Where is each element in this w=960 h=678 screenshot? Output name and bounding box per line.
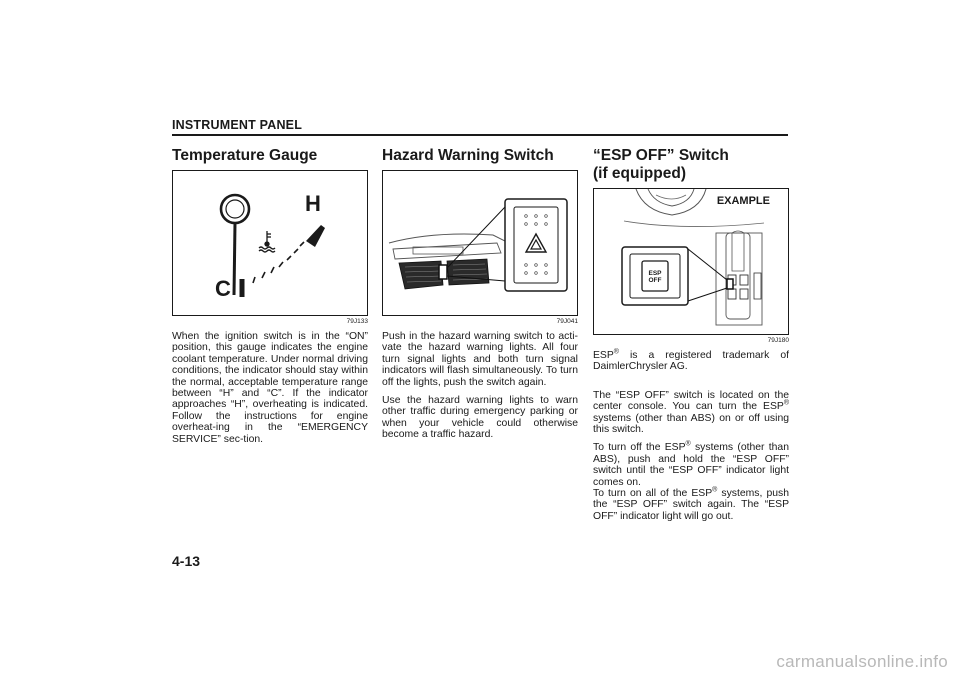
esp-location-paragraph: [593, 390, 789, 436]
hazard-switch-heading: Hazard Warning Switch: [382, 147, 554, 164]
hazard-switch-body-2: Use the hazard warning lights to warn other traffic during emergency parking or when your vehicle could otherwise become a traffic hazard.: [382, 395, 578, 441]
esp-usage-text-a: To turn off the ESP: [593, 442, 686, 454]
esp-figure-example-label: EXAMPLE: [716, 195, 770, 207]
temperature-gauge-heading: Temperature Gauge: [172, 147, 318, 164]
coolant-temperature-icon: [259, 231, 275, 252]
temperature-gauge-section: [172, 147, 368, 452]
esp-button-label-line-1: ESP: [648, 270, 662, 277]
hazard-switch-section: [382, 147, 578, 448]
gauge-hot-label: H: [305, 191, 321, 216]
registered-mark: ®: [685, 440, 691, 448]
hazard-switch-body-1: Push in the hazard warning switch to acti-vate the hazard warning lights. All four turn signal lights and both turn signal indicators will flash simultaneously. To turn off the lights, push the switch again.: [382, 331, 578, 388]
page-number: 4-13: [172, 553, 201, 569]
esp-usage-paragraph: [593, 442, 789, 522]
temperature-gauge-body: When the ignition switch is in the “ON” position, this gauge indicates the engine coolant temperature. Under normal driving conditions, the indicator should stay within the normal, acceptable temperature range between “H” and “C”. If the indicator approaches “H”, overheating is indicated. Follow the instructions for engine overheat-ing in the “EMERGENCY SERVICE” sec-tion.: [172, 331, 368, 445]
esp-off-heading: [593, 147, 789, 183]
esp-button-label-line-2: OFF: [648, 277, 662, 284]
temperature-gauge-figure-code: 79J133: [346, 318, 368, 325]
esp-off-section: [593, 147, 789, 529]
hazard-switch-illustration: [383, 171, 577, 315]
temperature-gauge-illustration: [173, 171, 367, 315]
hazard-switch-figure: [382, 170, 578, 316]
esp-off-figure: [593, 188, 789, 335]
esp-off-heading-line-1: “ESP OFF” Switch: [593, 147, 729, 164]
registered-mark: ®: [613, 348, 619, 356]
registered-mark: ®: [783, 399, 789, 407]
esp-location-text-b: systems (other than ABS) on or off using this switch.: [593, 412, 789, 436]
esp-trademark-text: is a registered trademark of DaimlerChrysler AG.: [593, 350, 789, 373]
temperature-gauge-figure: [172, 170, 368, 316]
esp-off-heading-line-2: (if equipped): [593, 165, 686, 182]
section-header: INSTRUMENT PANEL: [172, 118, 303, 132]
esp-off-illustration: [594, 189, 788, 334]
registered-mark: ®: [712, 486, 718, 494]
esp-off-figure-code: 79J180: [767, 337, 789, 344]
esp-usage-text-c: To turn on all of the ESP: [593, 488, 713, 500]
esp-usage-text-d: systems, push the “ESP OFF” switch again. The “ESP OFF” indicator light will go out.: [593, 488, 789, 522]
esp-usage-text-b: systems (other than ABS), push and hold the “ESP OFF” switch until the “ESP OFF” indicator light comes on.: [593, 442, 789, 488]
esp-location-text-a: The “ESP OFF” switch is located on the center console. You can turn the ESP: [593, 389, 789, 413]
watermark: carmanualsonline.info: [776, 652, 948, 671]
header-divider: [172, 134, 788, 136]
hazard-switch-figure-code: 79J041: [556, 318, 578, 325]
esp-trademark-note: [593, 350, 789, 373]
gauge-cold-label: C: [215, 276, 231, 301]
esp-term: ESP: [593, 350, 614, 361]
